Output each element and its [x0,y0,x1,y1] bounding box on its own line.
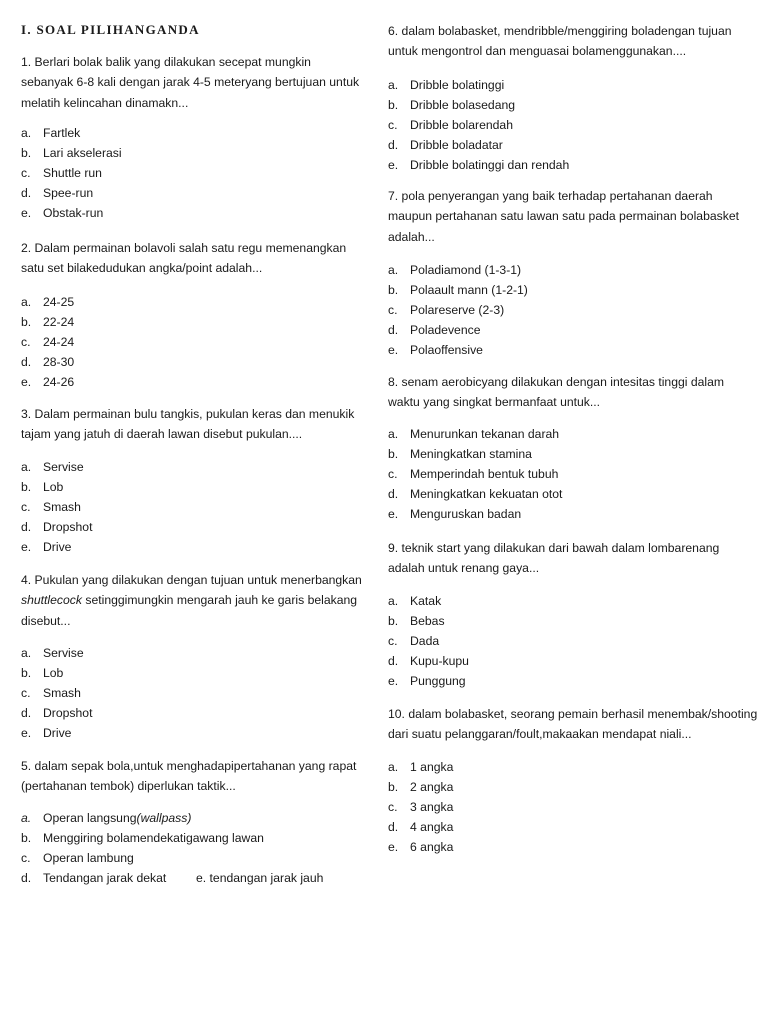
option-c[interactable]: c. 24-24 [21,334,75,349]
option-e[interactable]: e. Polaoffensive [388,342,483,357]
option-a[interactable]: a. Operan langsung(wallpass) [21,810,192,825]
option-d[interactable]: d. Dribble boladatar [388,137,503,152]
question-stem: 1. Berlari bolak balik yang dilakukan secepat mungkin sebanyak 6-8 kali dengan jarak 4-5 meteryang bertujuan untuk melatih kelincahan dinamakn... [21,55,360,110]
question-2 [21,238,366,392]
option-list [388,260,758,360]
option-b[interactable]: b. Lob [21,479,64,494]
option-c[interactable]: c. Dada [388,633,440,648]
option-e[interactable]: e. Drive [21,539,72,554]
option-c[interactable]: c. 3 angka [388,799,454,814]
option-e[interactable]: e. Punggung [388,673,466,688]
question-stem: 4. Pukulan yang dilakukan dengan tujuan untuk menerbangkan shuttlecock setinggimungkin mengarah jauh ke garis belakang disebut... [21,573,362,628]
question-3 [21,404,366,557]
option-list [388,757,758,857]
wallpass-note: (wallpass) [136,810,192,825]
option-e[interactable]: e. Obstak-run [21,205,104,220]
option-a[interactable]: a. 1 angka [388,759,454,774]
question-stem: 10. dalam bolabasket, seorang pemain berhasil menembak/shooting dari suatu pelanggaran/foult,makaakan mendapat niali... [388,707,758,742]
italic-term: shuttlecock [21,593,82,608]
question-stem: 8. senam aerobicyang dilakukan dengan intesitas tinggi dalam waktu yang singkat bermanfaat untuk... [388,375,725,410]
question-8 [388,372,758,524]
option-a[interactable]: a. Katak [388,593,442,608]
option-a[interactable]: a. Dribble bolatinggi [388,77,505,92]
option-b[interactable]: b. Dribble bolasedang [388,97,516,112]
option-d[interactable]: d. Kupu-kupu [388,653,469,668]
option-d[interactable]: d. Tendangan jarak dekat e. tendangan jarak jauh [21,868,366,888]
option-d[interactable]: d. 28-30 [21,354,75,369]
question-6 [388,21,758,175]
option-c[interactable]: c. Smash [21,499,81,514]
option-a[interactable]: a. Menurunkan tekanan darah [388,426,560,441]
option-e[interactable]: e. Drive [21,725,72,740]
option-d[interactable]: d. Dropshot [21,705,93,720]
option-list [21,808,366,888]
option-d[interactable]: d. 4 angka [388,819,454,834]
option-c[interactable]: c. Smash [21,685,81,700]
question-1 [21,52,366,223]
option-e[interactable]: e. Dribble bolatinggi dan rendah [388,157,570,172]
option-b[interactable]: b. 22-24 [21,314,75,329]
option-e[interactable]: e. 24-26 [21,374,75,389]
option-list [388,424,758,524]
option-b[interactable]: b. Polaault mann (1-2-1) [388,282,528,297]
option-a[interactable]: a. Servise [21,645,84,660]
option-b[interactable]: b. Meningkatkan stamina [388,446,532,461]
option-c[interactable]: c. Polareserve (2-3) [388,302,505,317]
question-stem: 6. dalam bolabasket, mendribble/menggiring boladengan tujuan untuk mengontrol dan menguasai bolamenggunakan.... [388,24,732,59]
question-stem: 2. Dalam permainan bolavoli salah satu regu memenangkan satu set bilakedudukan angka/point adalah... [21,241,347,276]
option-list [388,591,758,691]
option-a[interactable]: a. Poladiamond (1-3-1) [388,262,522,277]
option-e[interactable]: e. Menguruskan badan [388,506,522,521]
option-c[interactable]: c. Shuttle run [21,165,102,180]
question-stem: 3. Dalam permainan bulu tangkis, pukulan keras dan menukik tajam yang jatuh di daerah lawan disebut pukulan.... [21,407,355,442]
option-b[interactable]: b. Lari akselerasi [21,145,122,160]
option-a[interactable]: a. 24-25 [21,294,75,309]
option-e[interactable]: e. tendangan jarak jauh [196,870,324,885]
option-d[interactable]: d. Spee-run [21,185,94,200]
question-10 [388,704,758,857]
option-list [21,457,366,557]
option-c[interactable]: c. Operan lambung [21,850,134,865]
option-d[interactable]: d. Poladevence [388,322,481,337]
option-c[interactable]: c. Memperindah bentuk tubuh [388,466,559,481]
question-stem: 5. dalam sepak bola,untuk menghadapipertahanan yang rapat (pertahanan tembok) diperlukan taktik... [21,759,357,794]
question-5 [21,756,366,888]
question-stem: 7. pola penyerangan yang baik terhadap pertahanan daerah maupun pertahanan satu lawan satu pada permainan bolabasket adalah... [388,189,739,244]
question-stem: 9. teknik start yang dilakukan dari bawah dalam lombarenang adalah untuk renang gaya... [388,541,720,576]
option-list [21,123,366,223]
option-b[interactable]: b. Lob [21,665,64,680]
option-a[interactable]: a. Fartlek [21,125,81,140]
option-b[interactable]: b. 2 angka [388,779,454,794]
option-e[interactable]: e. 6 angka [388,839,454,854]
option-list [21,643,366,743]
question-4 [21,570,366,743]
option-d[interactable]: d. Meningkatkan kekuatan otot [388,486,563,501]
question-9 [388,538,758,691]
section-title: I. SOAL PILIHANGANDA [21,22,200,37]
option-a[interactable]: a. Servise [21,459,84,474]
option-list [21,292,366,392]
option-b[interactable]: b. Bebas [388,613,445,628]
question-7 [388,186,758,360]
option-d[interactable]: d. Dropshot [21,519,93,534]
option-c[interactable]: c. Dribble bolarendah [388,117,513,132]
option-list [388,75,758,175]
option-b[interactable]: b. Menggiring bolamendekatigawang lawan [21,830,264,845]
